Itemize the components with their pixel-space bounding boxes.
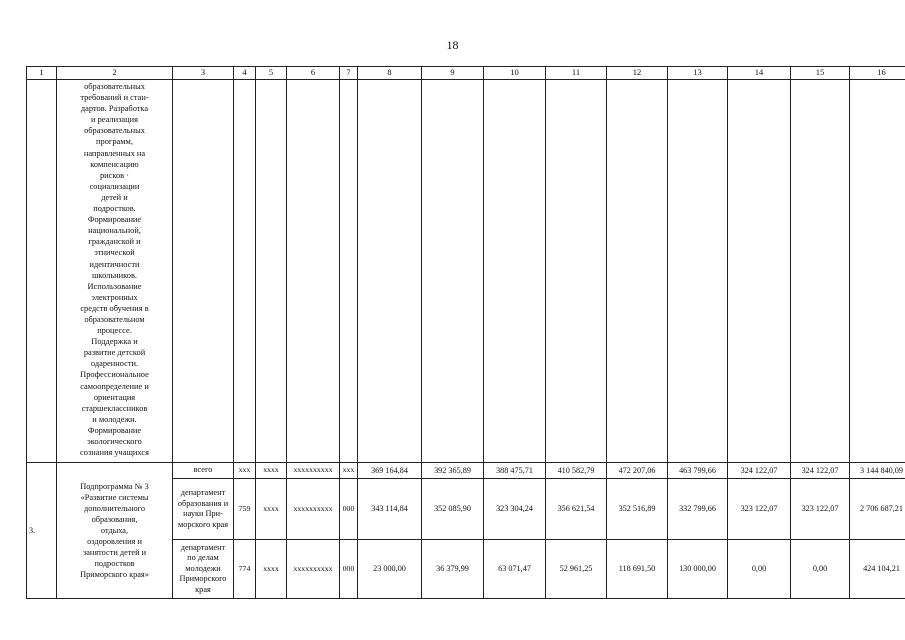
executor-line: края	[195, 584, 211, 594]
empty-cell	[173, 80, 234, 463]
code-cell: 000	[340, 540, 358, 599]
code-cell: xxxxxxxxxx	[287, 463, 340, 479]
subprogram-line: подростков	[94, 559, 135, 568]
description-line: процессе.	[97, 326, 132, 336]
description-line: рисков ·	[99, 170, 130, 180]
empty-cell	[484, 80, 546, 463]
value-cell: 323 122,07	[791, 479, 850, 540]
executor-line: молодежи	[185, 563, 221, 573]
executor-line: всего	[193, 465, 213, 475]
code-cell: xxxx	[256, 479, 287, 540]
column-number: 15	[791, 67, 850, 80]
code-cell: xxxx	[256, 540, 287, 599]
description-line: дартов. Разработка	[80, 104, 149, 114]
executor-cell	[173, 540, 234, 599]
column-number: 6	[287, 67, 340, 80]
value-cell: 2 706 687,21	[850, 479, 905, 540]
executor-cell	[173, 479, 234, 540]
description-line: гражданской и	[88, 237, 141, 247]
budget-table	[26, 66, 905, 599]
column-number-row	[27, 67, 905, 80]
column-number: 2	[57, 67, 173, 80]
description-line: самоопределение и	[80, 381, 149, 391]
subprogram-line: образования,	[91, 515, 138, 524]
value-cell: 36 379,99	[422, 540, 484, 599]
value-cell: 388 475,71	[484, 463, 546, 479]
column-number: 13	[668, 67, 728, 80]
subprogram-line: занятости детей и	[82, 548, 147, 557]
column-number: 3	[173, 67, 234, 80]
continued-description-row	[27, 80, 905, 463]
value-cell: 332 799,66	[668, 479, 728, 540]
column-number: 16	[850, 67, 905, 80]
description-line: Формирование	[87, 215, 142, 225]
column-number: 10	[484, 67, 546, 80]
executor-line: департамент	[180, 542, 226, 552]
code-cell: xxx	[234, 463, 256, 479]
executor-cell	[173, 463, 234, 479]
empty-cell	[422, 80, 484, 463]
code-cell: xxxx	[256, 463, 287, 479]
value-cell: 343 114,84	[358, 479, 422, 540]
value-cell: 410 582,79	[546, 463, 607, 479]
value-cell: 324 122,07	[728, 463, 791, 479]
empty-cell	[256, 80, 287, 463]
description-line: развитие детской	[83, 348, 146, 358]
empty-cell	[607, 80, 668, 463]
value-cell: 63 071,47	[484, 540, 546, 599]
value-cell: 369 164,84	[358, 463, 422, 479]
column-number: 9	[422, 67, 484, 80]
value-cell: 323 304,24	[484, 479, 546, 540]
value-cell: 424 104,21	[850, 540, 905, 599]
description-line: социализации	[89, 181, 140, 191]
empty-cell	[27, 80, 57, 463]
code-cell: 000	[340, 479, 358, 540]
empty-cell	[340, 80, 358, 463]
empty-cell	[850, 80, 905, 463]
column-number: 12	[607, 67, 668, 80]
subprogram-line: «Развитие системы	[80, 493, 149, 502]
executor-line: образования и	[177, 498, 229, 508]
description-line: этнической	[94, 248, 135, 258]
subprogram-name	[57, 463, 173, 599]
description-line: образовательном	[84, 314, 145, 324]
value-cell: 118 691,50	[607, 540, 668, 599]
column-number: 14	[728, 67, 791, 80]
executor-line: науки При-	[183, 509, 223, 518]
empty-cell	[668, 80, 728, 463]
description-line: Использование	[87, 281, 142, 291]
empty-cell	[358, 80, 422, 463]
code-cell: 774	[234, 540, 256, 599]
empty-cell	[234, 80, 256, 463]
code-cell: xxxxxxxxxx	[287, 479, 340, 540]
value-cell: 23 000,00	[358, 540, 422, 599]
value-cell: 352 516,89	[607, 479, 668, 540]
value-cell: 392 365,89	[422, 463, 484, 479]
description-line: одаренности.	[90, 359, 139, 369]
description-line: экологического	[87, 437, 142, 446]
executor-line: по делам	[187, 553, 219, 563]
value-cell: 323 122,07	[728, 479, 791, 540]
description-line: образовательных	[84, 126, 145, 136]
page-number: 18	[446, 38, 459, 52]
value-cell: 324 122,07	[791, 463, 850, 479]
description-line: требований и стан-	[80, 93, 149, 103]
value-cell: 356 621,54	[546, 479, 607, 540]
row-number: 3.	[27, 463, 57, 599]
executor-line: Приморского	[179, 574, 227, 584]
description-line: электронных	[91, 292, 138, 302]
value-cell: 472 207,06	[607, 463, 668, 479]
value-cell: 352 085,90	[422, 479, 484, 540]
code-cell: xxx	[340, 463, 358, 479]
description-line: национальной,	[88, 226, 141, 236]
description-line: школьников.	[91, 270, 137, 280]
code-cell: 759	[234, 479, 256, 540]
empty-cell	[546, 80, 607, 463]
description-line: подростков.	[93, 204, 136, 214]
subprogram-line: оздоровления и	[87, 537, 142, 546]
code-cell: xxxxxxxxxx	[287, 540, 340, 599]
description-line: компенсацию	[90, 159, 139, 169]
empty-cell	[791, 80, 850, 463]
column-number: 1	[27, 67, 57, 80]
description-line: направленных на	[83, 148, 146, 158]
empty-cell	[728, 80, 791, 463]
description-line: и молодежи.	[92, 414, 137, 424]
description-line: идентичности	[89, 259, 140, 269]
description-line: и реализация	[91, 115, 138, 125]
column-number: 4	[234, 67, 256, 80]
description-line: программ,	[96, 137, 133, 147]
column-number: 11	[546, 67, 607, 80]
empty-cell	[287, 80, 340, 463]
value-cell: 0,00	[791, 540, 850, 599]
description-line: Формирование	[87, 425, 142, 435]
description-line: детей и	[101, 192, 128, 202]
column-number: 8	[358, 67, 422, 80]
description-line: Поддержка и	[91, 337, 138, 347]
subprogram-line: отдыха,	[100, 526, 129, 535]
description-line: старшеклассников	[81, 403, 148, 413]
column-number: 7	[340, 67, 358, 80]
description-line: ориентация	[93, 392, 136, 402]
subprogram-line: дополнительного	[83, 504, 146, 513]
value-cell: 463 799,66	[668, 463, 728, 479]
value-cell: 0,00	[728, 540, 791, 599]
value-cell: 130 000,00	[668, 540, 728, 599]
description-line: средств обучения в	[80, 303, 149, 313]
executor-line: департамент	[180, 488, 226, 497]
description-line: сознания учащихся	[80, 448, 149, 458]
description-line: образовательных	[84, 82, 145, 91]
value-cell: 3 144 840,09	[850, 463, 905, 479]
subprogram-line: Приморского края»	[80, 570, 149, 579]
subprogram-line: Подпрограмма № 3	[80, 482, 149, 491]
column-number: 5	[256, 67, 287, 80]
table-row-total	[27, 463, 905, 479]
measure-description	[57, 80, 173, 463]
description-line: Профессиональное	[80, 370, 149, 380]
value-cell: 52 961,25	[546, 540, 607, 599]
executor-line: морского края	[177, 519, 229, 529]
